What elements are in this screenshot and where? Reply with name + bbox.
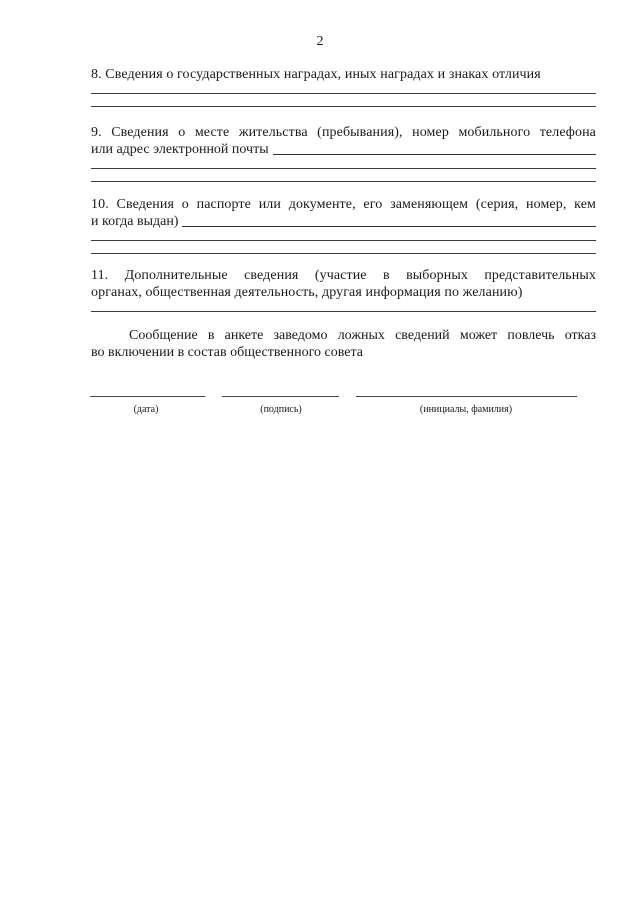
signature-caption: (подпись) [260, 404, 302, 415]
residence-fill-line-1[interactable] [91, 168, 596, 169]
section-awards [91, 66, 596, 107]
awards-fill-line-1[interactable] [91, 93, 596, 94]
name-fill-line[interactable] [356, 396, 577, 397]
awards-fill-line-2[interactable] [91, 106, 596, 107]
residence-fill-line-2[interactable] [91, 181, 596, 182]
date-caption: (дата) [133, 404, 159, 415]
page-number: 2 [316, 34, 324, 49]
name-caption: (инициалы, фамилия) [419, 404, 513, 415]
residence-label-line-2: или адрес электронной почты [91, 142, 269, 157]
additional-label-line-2: органах, общественная деятельность, другая информация по желанию) [91, 285, 523, 300]
section-additional-info [91, 267, 596, 312]
date-fill-line[interactable] [90, 396, 205, 397]
additional-fill-line-1[interactable] [91, 311, 596, 312]
residence-inline-fill[interactable] [273, 153, 596, 155]
notice-line-1: Сообщение в анкете заведомо ложных сведений может повлечь отказ [129, 328, 596, 343]
notice-line-2: во включении в состав общественного совета [91, 345, 363, 360]
passport-label-line-2: и когда выдан) [91, 214, 179, 229]
additional-label-line-1: 11. Дополнительные сведения (участие в выборных представительных [91, 268, 596, 283]
signature-fill-line[interactable] [222, 396, 339, 397]
awards-label: 8. Сведения о государственных наградах, иных наградах и знаках отличия [91, 67, 541, 82]
residence-label-line-1: 9. Сведения о месте жительства (пребывания), номер мобильного телефона [91, 125, 596, 140]
residence-inline-row [91, 141, 596, 158]
passport-inline-fill[interactable] [182, 225, 596, 227]
passport-fill-line-2[interactable] [91, 253, 596, 254]
passport-label-line-1: 10. Сведения о паспорте или документе, его заменяющем (серия, номер, кем [91, 197, 596, 212]
section-residence [91, 124, 596, 182]
section-passport [91, 196, 596, 254]
false-info-notice [91, 327, 596, 361]
passport-inline-row [91, 213, 596, 230]
passport-fill-line-1[interactable] [91, 240, 596, 241]
